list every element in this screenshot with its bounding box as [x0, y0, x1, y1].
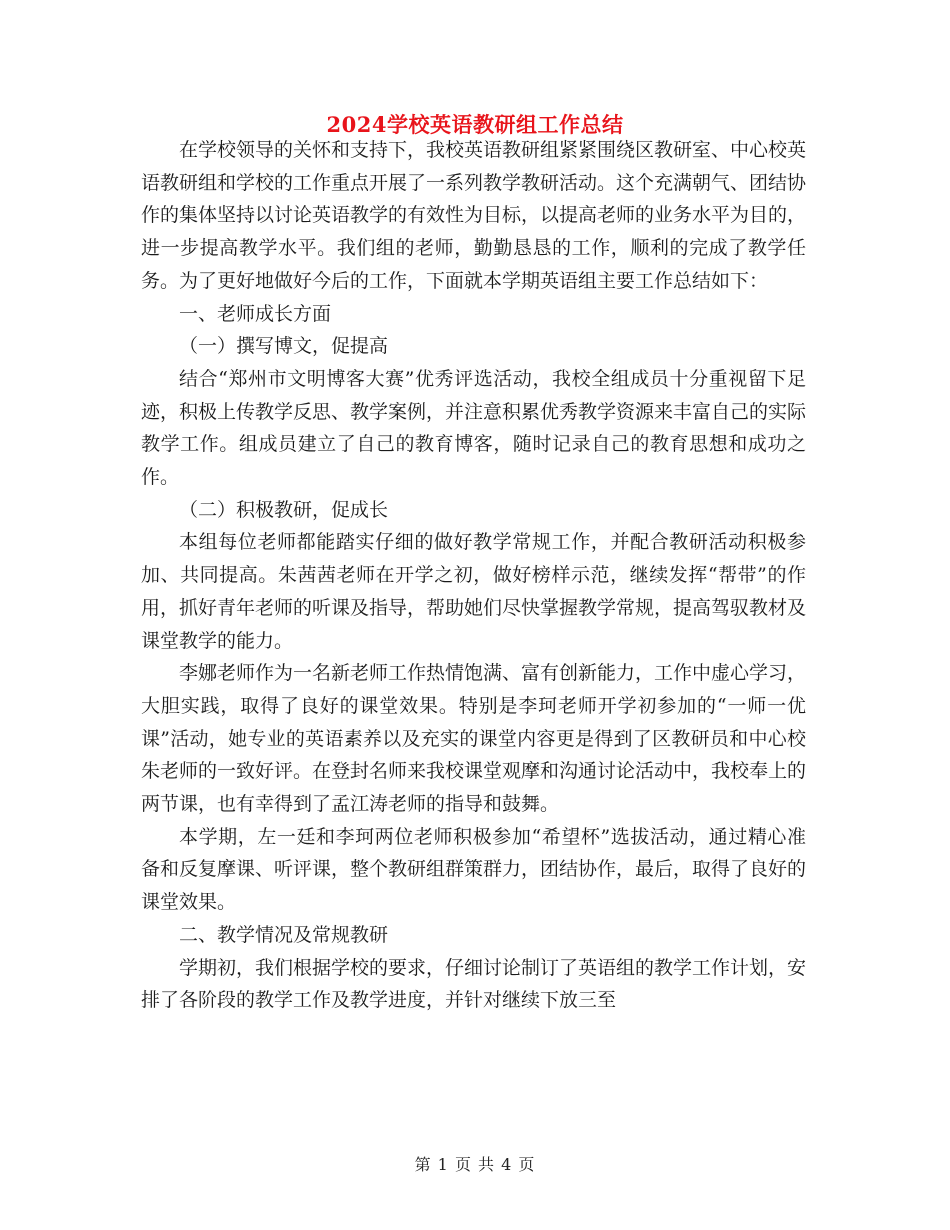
paragraph-new-teacher: 李娜老师作为一名新老师工作热情饱满、富有创新能力，工作中虚心学习，大胆实践，取得了良好的课堂效果。特别是李珂老师开学初参加的“一师一优课”活动，她专业的英语素养以及充实的课堂内容更是得到了区教研员和中心校朱老师的一致好评。在登封名师来我校课堂观摩和沟通讨论活动中，我校奉上的两节课，也有幸得到了孟江涛老师的指导和鼓舞。 [141, 662, 807, 816]
paragraph-blog-contest: 结合“郑州市文明博客大赛”优秀评选活动，我校全组成员十分重视留下足迹，积极上传教学反思、教学案例，并注意积累优秀教学资源来丰富自己的实际教学工作。组成员建立了自己的教育博客，随时记录自己的教育思想和成功之作。 [141, 367, 807, 489]
section-heading-teacher-growth: 一、老师成长方面 [179, 302, 332, 325]
paragraph-semester-plan: 学期初，我们根据学校的要求，仔细讨论制订了英语组的教学工作计划，安排了各阶段的教学工作及教学进度，并针对继续下放三至 [141, 956, 807, 1012]
subheading-active-research: （二）积极教研，促成长 [179, 498, 389, 521]
subheading-blog-writing: （一）撰写博文，促提高 [179, 335, 389, 358]
section-heading-teaching-status: 二、教学情况及常规教研 [179, 923, 389, 946]
page-footer: 第 1 页 共 4 页 [414, 1155, 536, 1174]
paragraph-hope-cup: 本学期，左一廷和李珂两位老师积极参加“希望杯”选拔活动，通过精心准备和反复摩课、听评课，整个教研组群策群力，团结协作，最后，取得了良好的课堂效果。 [141, 825, 807, 914]
document-body [141, 134, 806, 1017]
paragraph-teaching-routine: 本组每位老师都能踏实仔细的做好教学常规工作，并配合教研活动积极参加、共同提高。朱茜茜老师在开学之初，做好榜样示范，继续发挥“帮带”的作用，抓好青年老师的听课及指导，帮助她们尽快掌握教学常规，提高驾驭教材及课堂教学的能力。 [141, 531, 807, 652]
paragraph-intro: 在学校领导的关怀和支持下，我校英语教研组紧紧围绕区教研室、中心校英语教研组和学校的工作重点开展了一系列教学教研活动。这个充满朝气、团结协作的集体坚持以讨论英语教学的有效性为目标，以提高老师的业务水平为目的，进一步提高教学水平。我们组的老师，勤勤恳恳的工作，顺利的完成了教学任务。为了更好地做好今后的工作，下面就本学期英语组主要工作总结如下： [141, 139, 807, 292]
document-title: 2024学校英语教研组工作总结 [326, 112, 624, 137]
